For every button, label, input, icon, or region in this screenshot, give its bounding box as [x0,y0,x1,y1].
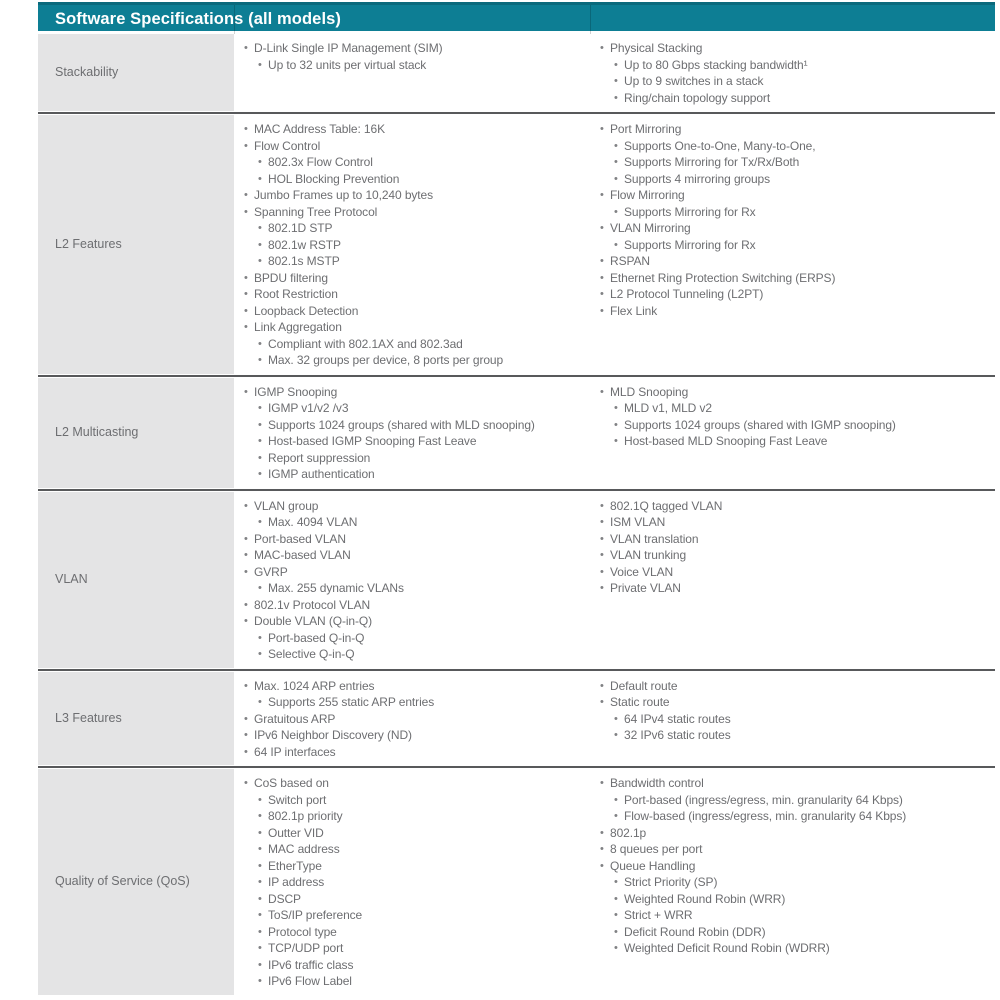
row-content [234,769,995,995]
spec-item: • IGMP v1/v2 /v3 [234,400,590,417]
spec-item: • L2 Protocol Tunneling (L2PT) [590,286,995,303]
spec-item: • Supports Mirroring for Rx [590,237,995,254]
spec-item: • Port-based Q-in-Q [234,630,590,647]
spec-item: • Up to 80 Gbps stacking bandwidth¹ [590,57,995,74]
row-category-label: L2 Multicasting [38,378,234,488]
spec-column-left [234,384,590,483]
spec-item: • Ethernet Ring Protection Switching (ERPS) [590,270,995,287]
row-category-label: VLAN [38,492,234,668]
spec-item: • VLAN translation [590,531,995,548]
spec-row [38,34,995,111]
row-content [234,34,995,111]
spec-item: • Root Restriction [234,286,590,303]
spec-item: • Host-based MLD Snooping Fast Leave [590,433,995,450]
spec-item: • 8 queues per port [590,841,995,858]
spec-item: • Max. 32 groups per device, 8 ports per group [234,352,590,369]
spec-item: • IPv6 traffic class [234,957,590,974]
spec-item: • TCP/UDP port [234,940,590,957]
row-category-label: Stackability [38,34,234,111]
spec-item: • DSCP [234,891,590,908]
spec-row [38,115,995,374]
spec-item: • 64 IP interfaces [234,744,590,761]
spec-item: • Selective Q-in-Q [234,646,590,663]
spec-item: • Default route [590,678,995,695]
spec-item: • Link Aggregation [234,319,590,336]
spec-column-left [234,678,590,761]
spec-item: • Gratuitous ARP [234,711,590,728]
spec-item: • 802.1v Protocol VLAN [234,597,590,614]
spec-item: • Queue Handling [590,858,995,875]
header-column-divider-icon [590,5,591,34]
spec-item: • Flow-based (ingress/egress, min. granularity 64 Kbps) [590,808,995,825]
spec-item: • 802.1D STP [234,220,590,237]
spec-column-right [590,775,995,990]
spec-item: • CoS based on [234,775,590,792]
spec-item: • VLAN group [234,498,590,515]
spec-item: • 64 IPv4 static routes [590,711,995,728]
spec-item: • Up to 9 switches in a stack [590,73,995,90]
row-separator [38,766,995,768]
table-header-bar [38,2,995,31]
spec-item: • Bandwidth control [590,775,995,792]
spec-item: • Port-based (ingress/egress, min. granularity 64 Kbps) [590,792,995,809]
spec-item: • 802.1p [590,825,995,842]
spec-item: • 802.1s MSTP [234,253,590,270]
spec-column-left [234,498,590,663]
row-separator [38,375,995,377]
spec-item: • IPv6 Neighbor Discovery (ND) [234,727,590,744]
spec-item: • Supports 4 mirroring groups [590,171,995,188]
spec-column-right [590,384,995,483]
spec-item: • ToS/IP preference [234,907,590,924]
spec-item: • Up to 32 units per virtual stack [234,57,590,74]
row-content [234,492,995,668]
spec-item: • Spanning Tree Protocol [234,204,590,221]
spec-item: • IGMP authentication [234,466,590,483]
spec-item: • HOL Blocking Prevention [234,171,590,188]
spec-item: • 802.3x Flow Control [234,154,590,171]
software-specifications-table [38,2,995,995]
spec-item: • Max. 255 dynamic VLANs [234,580,590,597]
spec-item: • IPv6 Flow Label [234,973,590,990]
spec-item: • 32 IPv6 static routes [590,727,995,744]
spec-item: • Strict Priority (SP) [590,874,995,891]
spec-column-left [234,775,590,990]
spec-item: • Port Mirroring [590,121,995,138]
spec-item: • RSPAN [590,253,995,270]
spec-item: • Host-based IGMP Snooping Fast Leave [234,433,590,450]
spec-item: • ISM VLAN [590,514,995,531]
row-separator [38,489,995,491]
spec-item: • GVRP [234,564,590,581]
spec-item: • Flow Mirroring [590,187,995,204]
spec-row [38,378,995,488]
spec-item: • MLD v1, MLD v2 [590,400,995,417]
row-content [234,378,995,488]
spec-item: • IGMP Snooping [234,384,590,401]
spec-item: • Weighted Round Robin (WRR) [590,891,995,908]
spec-item: • Supports 255 static ARP entries [234,694,590,711]
row-separator [38,112,995,114]
row-separator [38,669,995,671]
spec-item: • Flex Link [590,303,995,320]
spec-item: • Flow Control [234,138,590,155]
spec-item: • Physical Stacking [590,40,995,57]
spec-item: • VLAN Mirroring [590,220,995,237]
spec-item: • Jumbo Frames up to 10,240 bytes [234,187,590,204]
spec-column-left [234,121,590,369]
spec-item: • Private VLAN [590,580,995,597]
spec-item: • Protocol type [234,924,590,941]
spec-item: • EtherType [234,858,590,875]
spec-item: • Outter VID [234,825,590,842]
table-title: Software Specifications (all models) [55,10,342,28]
row-content [234,672,995,766]
spec-item: • 802.1p priority [234,808,590,825]
row-category-label: L3 Features [38,672,234,766]
spec-column-right [590,121,995,369]
spec-item: • Supports 1024 groups (shared with IGMP snooping) [590,417,995,434]
spec-item: • Supports One-to-One, Many-to-One, [590,138,995,155]
spec-item: • Report suppression [234,450,590,467]
spec-item: • D-Link Single IP Management (SIM) [234,40,590,57]
spec-item: • Supports 1024 groups (shared with MLD snooping) [234,417,590,434]
spec-item: • Max. 4094 VLAN [234,514,590,531]
spec-item: • Supports Mirroring for Rx [590,204,995,221]
header-column-divider-icon [234,5,235,34]
spec-item: • Weighted Deficit Round Robin (WDRR) [590,940,995,957]
spec-item: • Port-based VLAN [234,531,590,548]
spec-row [38,492,995,668]
spec-item: • Max. 1024 ARP entries [234,678,590,695]
spec-item: • Compliant with 802.1AX and 802.3ad [234,336,590,353]
spec-column-right [590,678,995,761]
spec-item: • 802.1w RSTP [234,237,590,254]
spec-column-right [590,498,995,663]
spec-item: • 802.1Q tagged VLAN [590,498,995,515]
row-category-label: L2 Features [38,115,234,374]
spec-item: • VLAN trunking [590,547,995,564]
spec-item: • BPDU filtering [234,270,590,287]
spec-item: • MLD Snooping [590,384,995,401]
spec-item: • Ring/chain topology support [590,90,995,107]
spec-item: • Voice VLAN [590,564,995,581]
spec-item: • MAC-based VLAN [234,547,590,564]
spec-item: • Deficit Round Robin (DDR) [590,924,995,941]
spec-item: • Switch port [234,792,590,809]
spec-column-right [590,40,995,106]
spec-item: • IP address [234,874,590,891]
spec-item: • MAC Address Table: 16K [234,121,590,138]
spec-item: • Double VLAN (Q-in-Q) [234,613,590,630]
spec-item: • MAC address [234,841,590,858]
spec-row [38,672,995,766]
spec-rows [38,34,995,995]
spec-row [38,769,995,995]
spec-column-left [234,40,590,106]
spec-item: • Supports Mirroring for Tx/Rx/Both [590,154,995,171]
spec-item: • Loopback Detection [234,303,590,320]
row-category-label: Quality of Service (QoS) [38,769,234,995]
spec-item: • Strict + WRR [590,907,995,924]
row-content [234,115,995,374]
spec-item: • Static route [590,694,995,711]
